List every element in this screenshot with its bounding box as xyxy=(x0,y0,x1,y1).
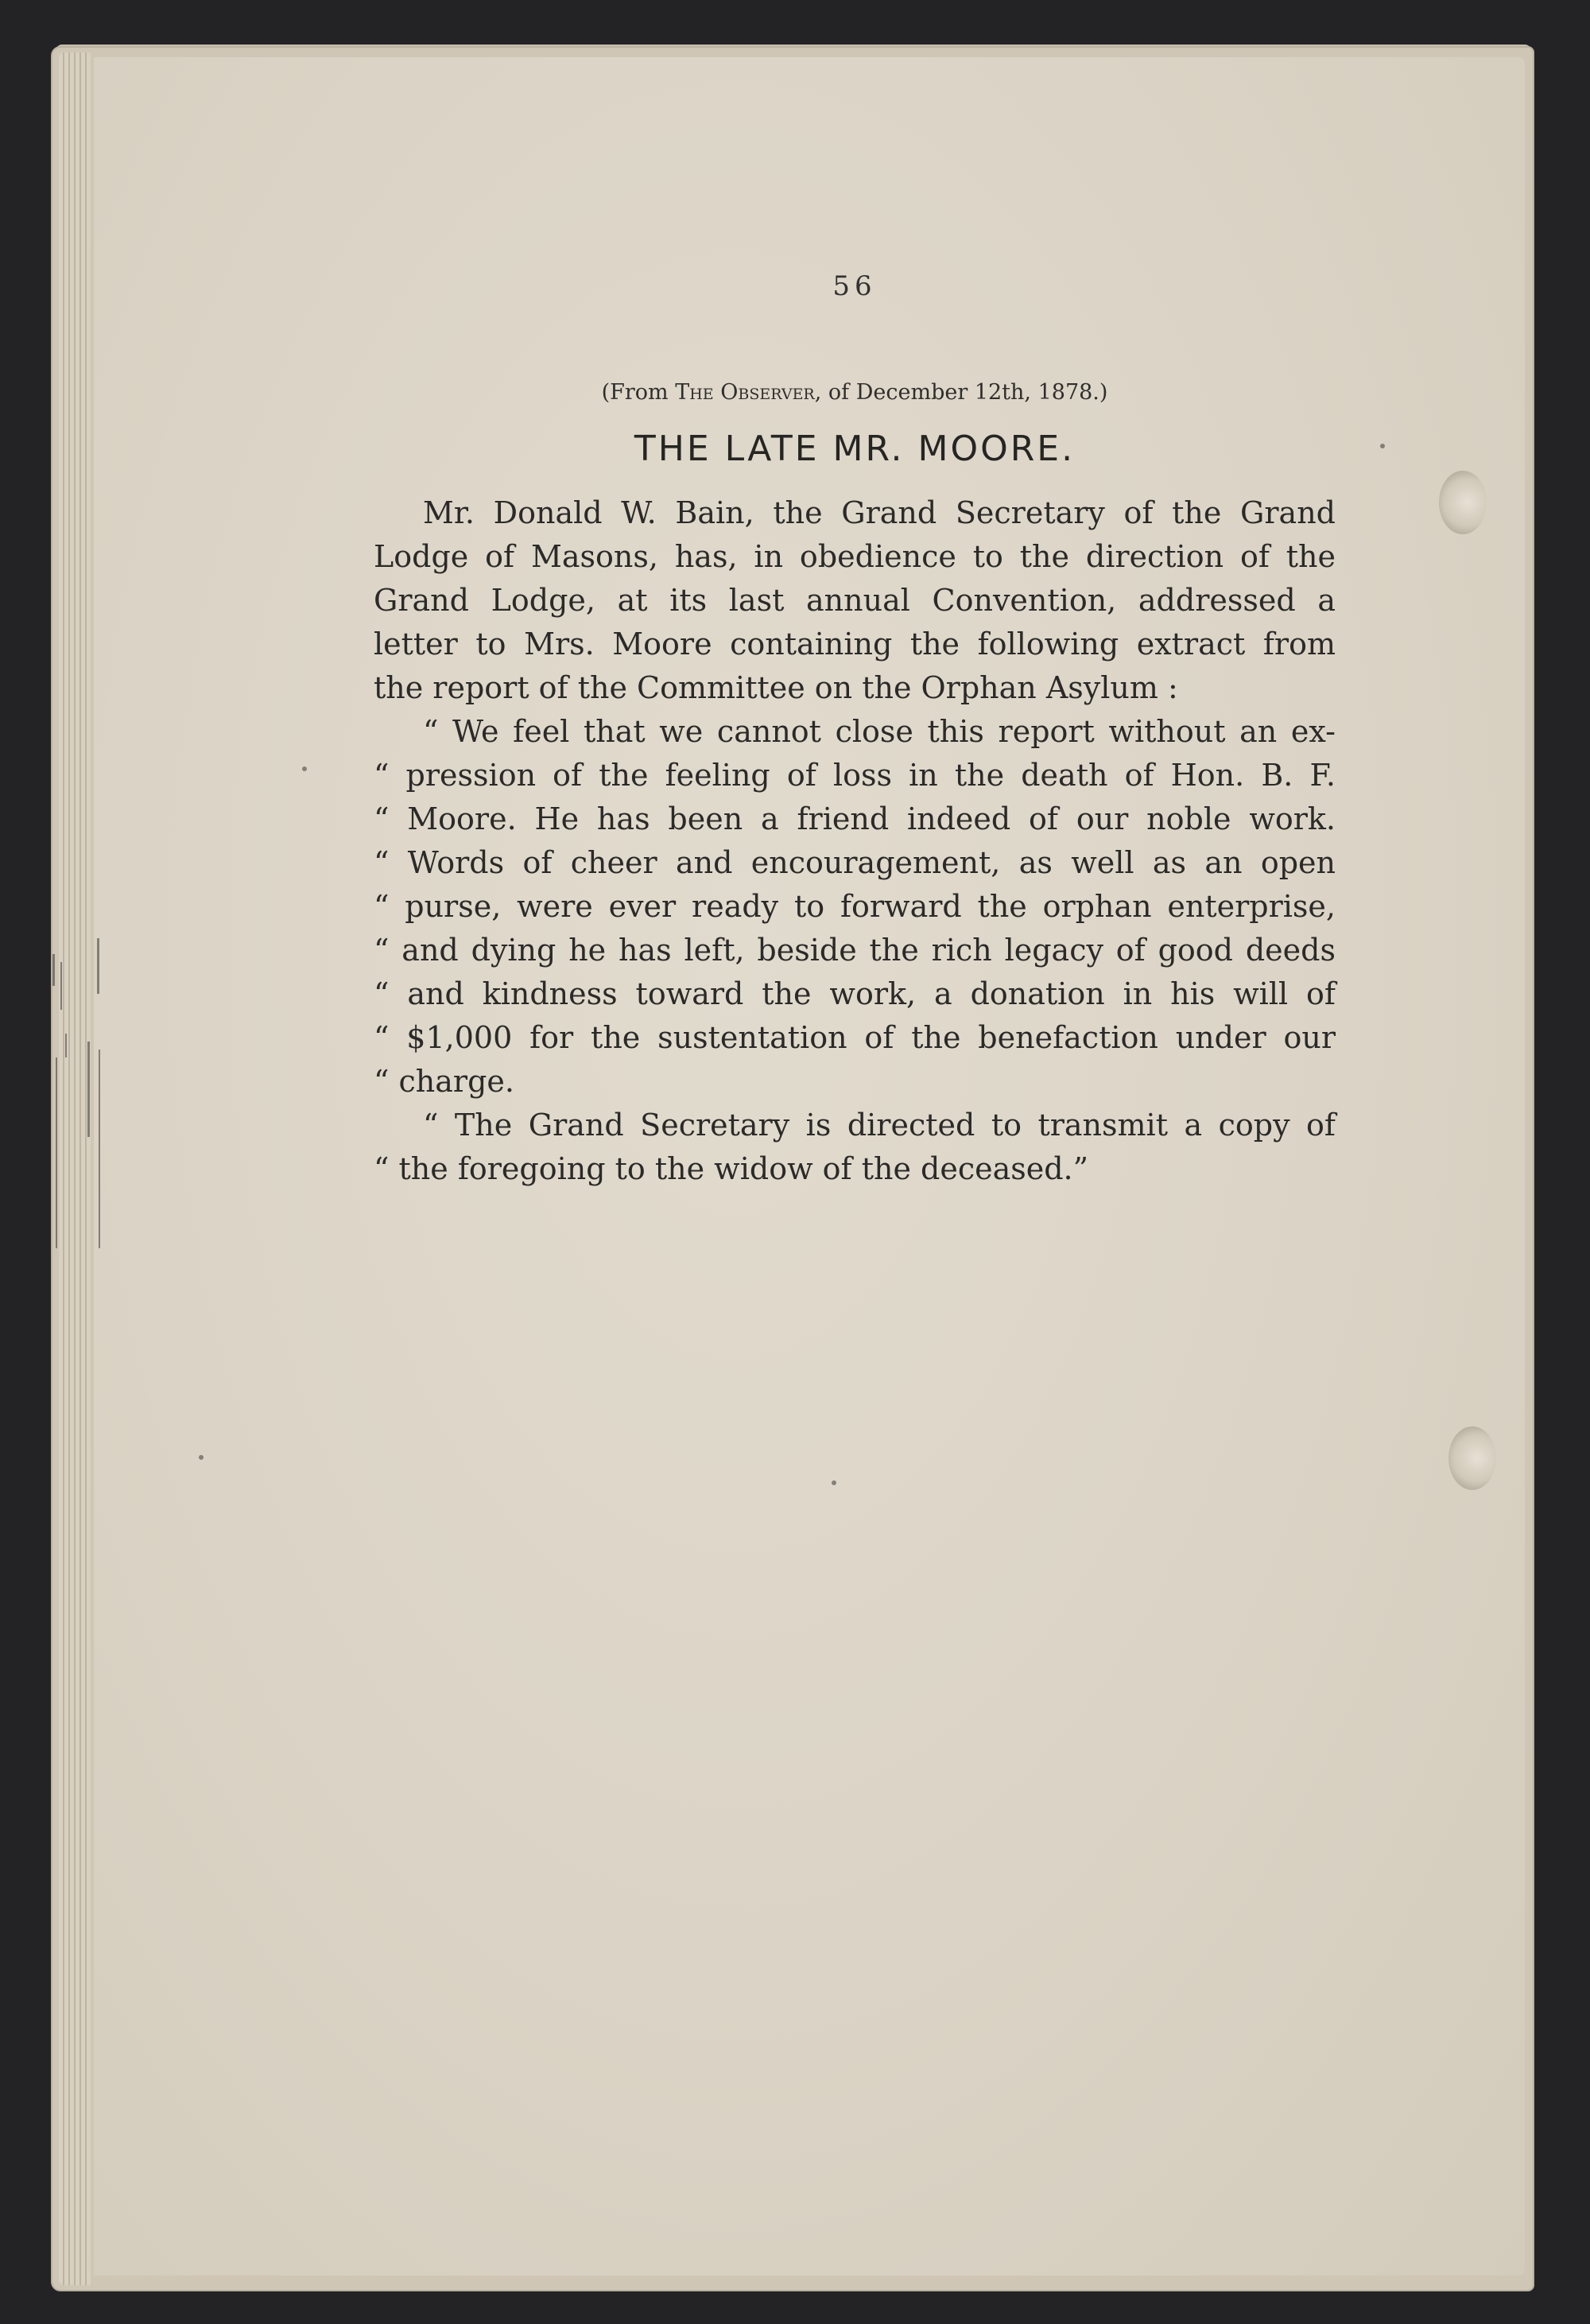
paper-speck xyxy=(1380,444,1385,448)
text-line: “ The Grand Secretary is directed to transmit a copy of xyxy=(423,1108,1336,1143)
paper-speck xyxy=(199,1455,204,1460)
binding-stitch-marks xyxy=(49,938,113,1272)
quote-line: “ Words of cheer and encouragement, as well as an open xyxy=(374,845,1336,880)
quote-line: “ $1,000 for the sustentation of the benefaction under our xyxy=(374,1020,1336,1055)
quote-line: “ charge. xyxy=(374,1064,514,1099)
text-line: Lodge of Masons, has, in obedience to the direction of the xyxy=(374,539,1336,574)
quote-line: “ purse, were ever ready to forward the orphan enterprise, xyxy=(374,889,1336,924)
text-line: Mr. Donald W. Bain, the Grand Secretary of the Grand xyxy=(423,495,1336,530)
text-line: “ the foregoing to the widow of the deceased.” xyxy=(374,1151,1089,1186)
article-headline: THE LATE MR. MOORE. xyxy=(634,429,1076,469)
intro-paragraph xyxy=(374,491,1336,710)
paper-speck xyxy=(302,766,307,771)
paper-speck xyxy=(832,1480,836,1485)
quoted-resolution xyxy=(374,710,1336,1104)
source-attribution xyxy=(374,380,1336,405)
quote-line: “ and kindness toward the work, a donation in his will of xyxy=(374,976,1336,1011)
source-suffix: , of December 12th, 1878.) xyxy=(814,380,1108,405)
text-line: Grand Lodge, at its last annual Convention, addressed a xyxy=(374,583,1336,618)
page-number: 56 xyxy=(832,270,877,302)
text-line: the report of the Committee on the Orphan Asylum : xyxy=(374,670,1178,705)
quote-line: “ We feel that we cannot close this report without an ex- xyxy=(423,714,1336,749)
closing-paragraph xyxy=(374,1104,1336,1191)
source-paper-name: The Observer xyxy=(675,380,815,405)
punch-hole-lower xyxy=(1448,1426,1496,1490)
source-prefix: (From xyxy=(601,380,676,405)
article xyxy=(374,270,1336,1191)
quote-line: “ pression of the feeling of loss in the death of Hon. B. F. xyxy=(374,758,1336,793)
quote-line: “ and dying he has left, beside the rich legacy of good deeds xyxy=(374,933,1336,968)
quote-line: “ Moore. He has been a friend indeed of our noble work. xyxy=(374,801,1336,836)
text-line: letter to Mrs. Moore containing the following extract from xyxy=(374,627,1336,662)
punch-hole-upper xyxy=(1439,471,1487,534)
